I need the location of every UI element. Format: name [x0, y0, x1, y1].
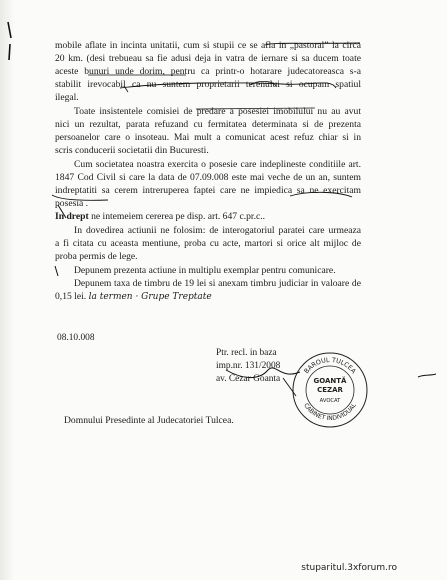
fee-amount: 0,15 lei. [55, 291, 87, 302]
paragraph-line: Cum societatea noastra exercita o posesie care indeplineste conditiile art. [74, 159, 361, 170]
signature-line-2: imp.nr. 131/2008 [216, 361, 281, 371]
paragraph-line: aceste bunuri unde dorim, pentru ca printr-o hotarare judecatoreasca s-a [55, 66, 361, 77]
stamp-center-3: AVOCAT [319, 398, 341, 404]
document-date: 08.10.008 [57, 333, 95, 343]
pen-mark-icon [6, 20, 14, 62]
paragraph-line: stabilit irevocabil ca nu suntem proprietarii terenului si ocupam spatiul [55, 79, 361, 90]
addressee-line: Domnului Presedinte al Judecatoriei Tulcea. [64, 415, 234, 426]
paragraph-line: indreptatiti sa cerem intreruperea faptei care ne impiedica sa ne exercitam [55, 185, 361, 196]
paragraph-line: Depunem prezenta actiune in multiplu exemplar pentru comunicare. [74, 265, 336, 276]
scan-edge-shadow [0, 0, 14, 580]
stamp-ring-bottom: CABINET INDIVIDUAL [302, 402, 358, 423]
signature-line-1: Ptr. recl. in baza [216, 348, 277, 358]
paragraph-line: 20 km. (desi trebueau sa fie adusi deja in vatra de iernare si sa ducem toate [55, 53, 361, 64]
stamp-ring-top: BAROUL TULCEA [302, 355, 358, 376]
stamp-center-2: CEZAR [317, 386, 343, 394]
paragraph-line: a fi citata cu aceasta mentiune, proba cu acte, martori si orice alt mijloc de [55, 238, 361, 249]
fee-line [55, 291, 375, 303]
paragraph-line: ilegal. [55, 92, 79, 103]
paragraph-line: Depunem taxa de timbru de 19 lei si anexam timbru judiciar in valoare de [74, 278, 361, 289]
paragraph-line: posesia . [55, 198, 89, 209]
paragraph-line: mobile aflate in incinta unitatii, cum si stupii ce se afla in „pastoral” la circa [55, 40, 361, 51]
signature-line-3: av. Cezar Goanta [216, 374, 281, 384]
in-drept-text: ne intemeiem cererea pe disp. art. 647 c.pr.c.. [91, 211, 266, 222]
paragraph-line: nici un rezultat, parata refuzand cu fermitatea determinata si de prezenta [55, 119, 361, 130]
paragraph-line: persoanelor care o insoteau. Mai mult a comunicat acest refuz chiar si in [55, 132, 361, 143]
paragraph-line: proba permis de lege. [55, 251, 138, 262]
in-drept-line [55, 211, 361, 222]
paragraph-line: scris conducerii societatii din Bucuresti. [55, 145, 209, 156]
handwritten-note: la termen · Grupe Treptate [88, 292, 212, 302]
paragraph-line: 1847 Cod Civil si care la data de 07.09.008 este mai veche de un an, suntem [55, 172, 361, 183]
watermark-url: stuparitul.3xforum.ro [301, 563, 397, 573]
paragraph-line: Toate insistentele comisiei de predare a posesiei imobilului nu au avut [74, 106, 361, 117]
paragraph-line: In dovedirea actiunii ne folosim: de interogatoriul paratei care urmeaza [74, 225, 361, 236]
in-drept-heading: In drept [55, 211, 89, 222]
stamp-center-1: GOANTĂ [313, 377, 347, 385]
